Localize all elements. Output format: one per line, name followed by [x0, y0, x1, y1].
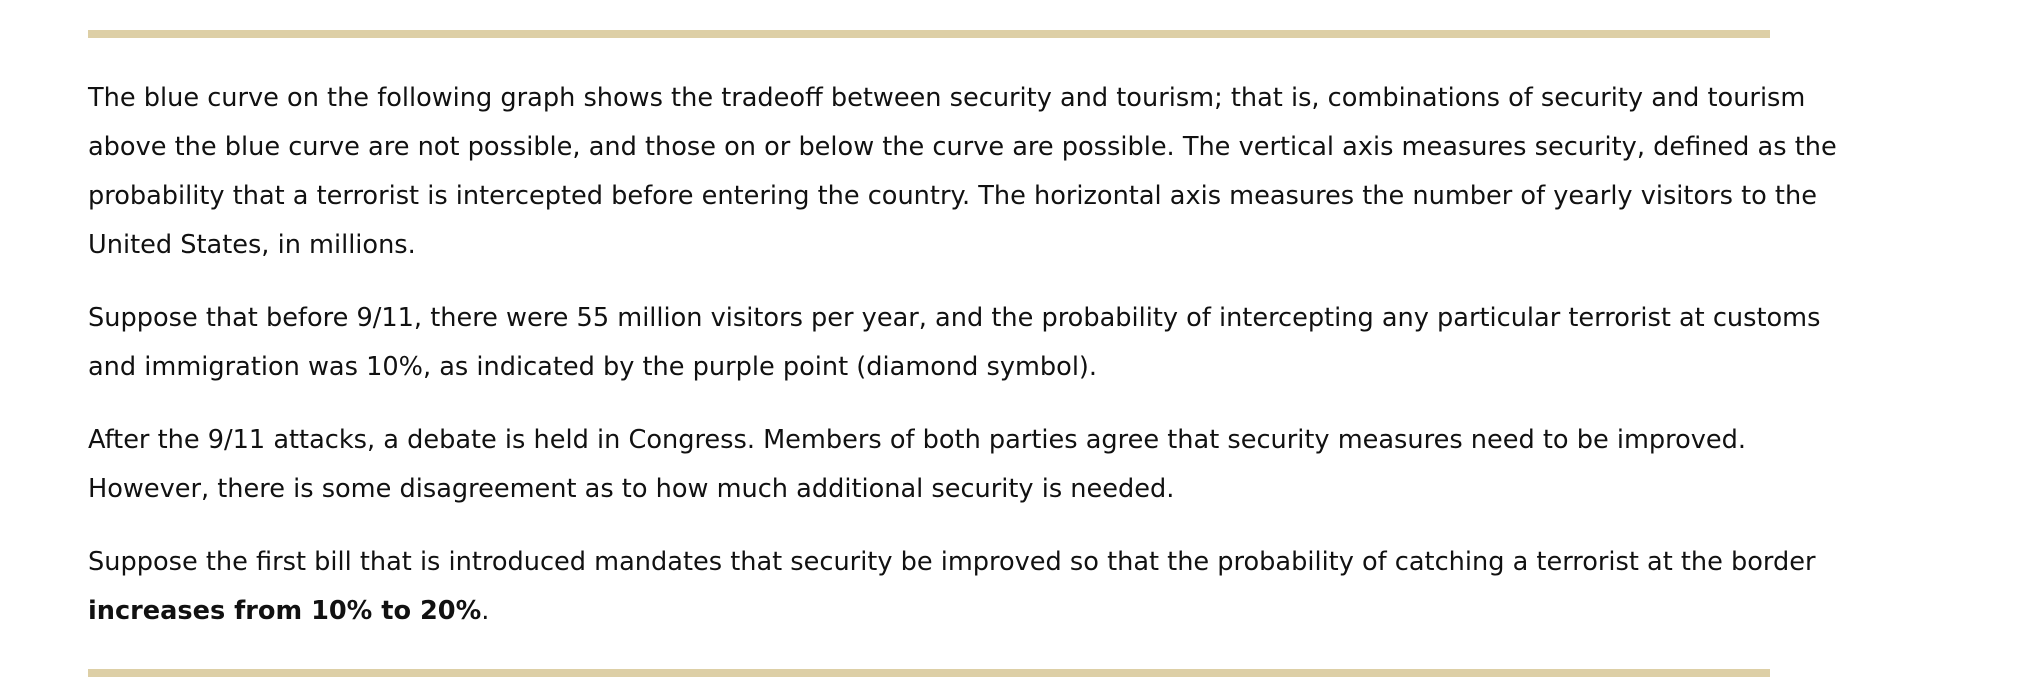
- bottom-divider: [88, 669, 1770, 677]
- text-line: The blue curve on the following graph shows the tradeoff between security and tourism; that is, combinations of security and tourism: [88, 83, 1806, 113]
- paragraph-tradeoff-description: [88, 74, 1837, 270]
- trailing-period: .: [481, 596, 490, 626]
- text-line: above the blue curve are not possible, and those on or below the curve are possible. The vertical axis measures security, defined as the: [88, 132, 1837, 162]
- text-line: probability that a terrorist is intercepted before entering the country. The horizontal axis measures the number of yearly visitors to the: [88, 181, 1817, 211]
- text-line: United States, in millions.: [88, 230, 416, 260]
- paragraph-pre-911: [88, 294, 1821, 392]
- text-line: After the 9/11 attacks, a debate is held in Congress. Members of both parties agree that security measures need to be improved.: [88, 425, 1747, 455]
- paragraph-congress-debate: [88, 416, 1788, 514]
- text-line: Suppose that before 9/11, there were 55 million visitors per year, and the probability of intercepting any particular terrorist at customs: [88, 303, 1821, 333]
- text-line: and immigration was 10%, as indicated by the purple point (diamond symbol).: [88, 352, 1098, 382]
- problem-text: [88, 74, 1837, 660]
- text-line: However, there is some disagreement as to how much additional security is needed.: [88, 474, 1175, 504]
- text-line-emphasis: [88, 587, 1788, 636]
- paragraph-first-bill: [88, 538, 1816, 636]
- top-divider: [88, 30, 1770, 38]
- emphasis-text: increases from 10% to 20%: [88, 596, 482, 626]
- text-line: Suppose the first bill that is introduced mandates that security be improved so that the probability of catching a terrorist at the border: [88, 547, 1816, 577]
